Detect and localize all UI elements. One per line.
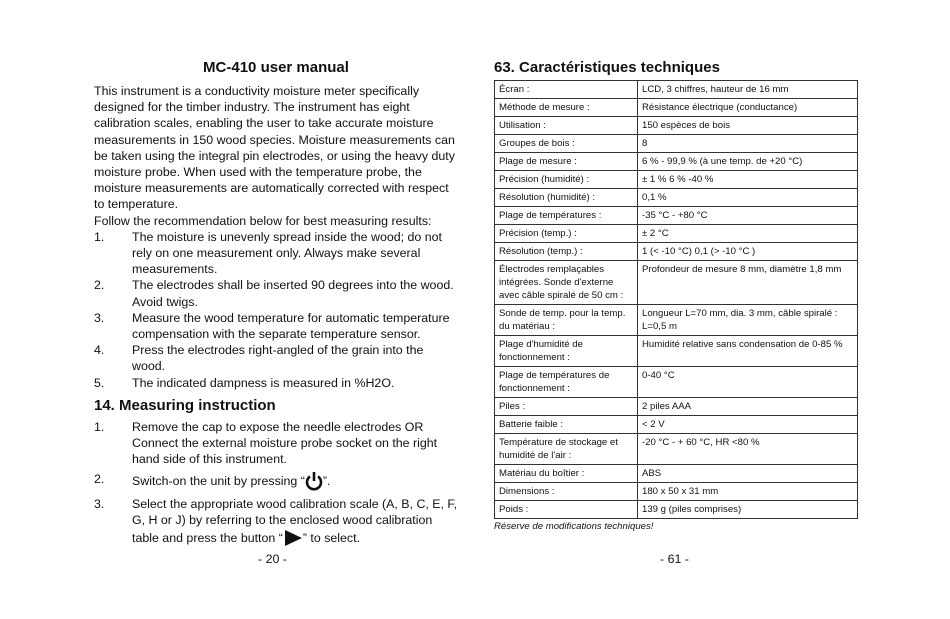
intro-paragraph: This instrument is a conductivity moisture meter specifically designed for the timber industry. The instrument has eight calibration scales, enabling the user to take accurate moisture measurements in 150 wood species. Moisture measurements can be taken using the integral pin electrodes, or using the heavy duty moisture probe. When used with the temperature probe, the moisture measurements are automatically corrected with respect to temperature. <box>94 84 455 212</box>
page-number-left: - 20 - <box>258 552 287 566</box>
play-arrow-icon <box>283 528 303 552</box>
tip-text: Measure the wood temperature for automatic temperature compensation with the separate temperature sensor. <box>132 310 450 342</box>
list-item: 4. Press the electrodes right-angled of the grain into the wood. <box>94 342 458 374</box>
spec-label: Piles : <box>495 398 638 416</box>
spec-value: LCD, 3 chiffres, hauteur de 16 mm <box>638 81 858 99</box>
instructions-list <box>94 419 458 552</box>
tip-text: The indicated dampness is measured in %H2O. <box>132 375 395 390</box>
list-item: 5. The indicated dampness is measured in %H2O. <box>94 375 458 391</box>
spec-label: Batterie faible : <box>495 416 638 434</box>
spec-value: 8 <box>638 135 858 153</box>
table-row <box>495 153 858 171</box>
spec-label: Précision (temp.) : <box>495 225 638 243</box>
spec-label: Plage de températures de fonctionnement : <box>495 367 638 398</box>
spec-value: 180 x 50 x 31 mm <box>638 483 858 501</box>
spec-value: -20 °C - + 60 °C, HR <80 % <box>638 434 858 465</box>
tip-text: The moisture is unevenly spread inside the wood; do not rely on one measurement only. Always make several measurements. <box>132 229 442 277</box>
list-item: 3. Measure the wood temperature for automatic temperature compensation with the separate temperature sensor. <box>94 310 458 342</box>
spec-label: Groupes de bois : <box>495 135 638 153</box>
table-row <box>495 501 858 519</box>
spec-value: Longueur L=70 mm, dia. 3 mm, câble spiralé : L=0,5 m <box>638 305 858 336</box>
table-row <box>495 434 858 465</box>
table-row <box>495 171 858 189</box>
table-row <box>495 225 858 243</box>
spec-value: 0,1 % <box>638 189 858 207</box>
spec-label: Précision (humidité) : <box>495 171 638 189</box>
list-item: 2. The electrodes shall be inserted 90 degrees into the wood. Avoid twigs. <box>94 277 458 309</box>
spec-value: ± 2 °C <box>638 225 858 243</box>
table-row <box>495 189 858 207</box>
spec-value: < 2 V <box>638 416 858 434</box>
table-row <box>495 135 858 153</box>
table-row <box>495 243 858 261</box>
tip-text: The electrodes shall be inserted 90 degrees into the wood. Avoid twigs. <box>132 278 454 309</box>
spec-label: Plage d'humidité de fonctionnement : <box>495 336 638 367</box>
spec-label: Utilisation : <box>495 117 638 135</box>
spec-label: Matériau du boîtier : <box>495 465 638 483</box>
spec-value: ± 1 % 6 % -40 % <box>638 171 858 189</box>
footnote: Réserve de modifications techniques! <box>494 521 654 532</box>
spec-value: 6 % - 99,9 % (à une temp. de +20 °C) <box>638 153 858 171</box>
spec-label: Sonde de temp. pour la temp. du matériau : <box>495 305 638 336</box>
tips-list <box>94 229 458 391</box>
spec-value: 139 g (piles comprises) <box>638 501 858 519</box>
spec-label: Résolution (temp.) : <box>495 243 638 261</box>
table-row <box>495 305 858 336</box>
table-row <box>495 465 858 483</box>
table-row <box>495 81 858 99</box>
spec-value: ABS <box>638 465 858 483</box>
list-item: 2. Switch-on the unit by pressing “ ”. <box>94 471 458 495</box>
spec-value: 0-40 °C <box>638 367 858 398</box>
table-row <box>495 367 858 398</box>
list-item: 1. Remove the cap to expose the needle electrodes OR Connect the external moisture probe socket on the right hand side of this instrument. <box>94 419 458 468</box>
spec-value: Résistance électrique (conductance) <box>638 99 858 117</box>
power-icon <box>305 471 323 495</box>
specs-table <box>494 80 858 519</box>
right-page <box>494 58 858 532</box>
instruction-text: Remove the cap to expose the needle electrodes OR Connect the external moisture probe socket on the right hand side of this instrument. <box>132 419 438 467</box>
recommendation-text: Follow the recommendation below for best measuring results: <box>94 213 432 228</box>
section-heading: 14. Measuring instruction <box>94 396 276 414</box>
specs-title: 63. Caractéristiques techniques <box>494 59 720 76</box>
tip-text: Press the electrodes right-angled of the grain into the wood. <box>132 343 424 374</box>
spec-label: Dimensions : <box>495 483 638 501</box>
spec-value: Humidité relative sans condensation de 0-85 % <box>638 336 858 367</box>
spec-label: Méthode de mesure : <box>495 99 638 117</box>
table-row <box>495 99 858 117</box>
spec-label: Poids : <box>495 501 638 519</box>
spec-value: Profondeur de mesure 8 mm, diamètre 1,8 mm <box>638 261 858 305</box>
spec-label: Plage de températures : <box>495 207 638 225</box>
spec-label: Plage de mesure : <box>495 153 638 171</box>
list-item: 1. The moisture is unevenly spread inside the wood; do not rely on one measurement only. Always make several measurements. <box>94 229 458 278</box>
table-row <box>495 483 858 501</box>
spec-label: Écran : <box>495 81 638 99</box>
table-row <box>495 416 858 434</box>
spec-label: Température de stockage et humidité de l'air : <box>495 434 638 465</box>
spec-label: Résolution (humidité) : <box>495 189 638 207</box>
manual-title: MC-410 user manual <box>203 59 349 76</box>
spec-value: 2 piles AAA <box>638 398 858 416</box>
spec-value: -35 °C - +80 °C <box>638 207 858 225</box>
list-item: 3. Select the appropriate wood calibration scale (A, B, C, E, F, G, H or J) by referring to the enclosed wood calibration table and press the button “ ” to select. <box>94 496 458 553</box>
table-row <box>495 261 858 305</box>
spec-value: 150 espèces de bois <box>638 117 858 135</box>
spec-value: 1 (< -10 °C) 0,1 (> -10 °C ) <box>638 243 858 261</box>
page-number-right: - 61 - <box>660 552 689 566</box>
table-row <box>495 117 858 135</box>
table-row <box>495 336 858 367</box>
spec-label: Électrodes remplaçables intégrées. Sonde d'externe avec câble spiralé de 50 cm : <box>495 261 638 305</box>
table-row <box>495 207 858 225</box>
left-page <box>94 58 458 552</box>
table-row <box>495 398 858 416</box>
